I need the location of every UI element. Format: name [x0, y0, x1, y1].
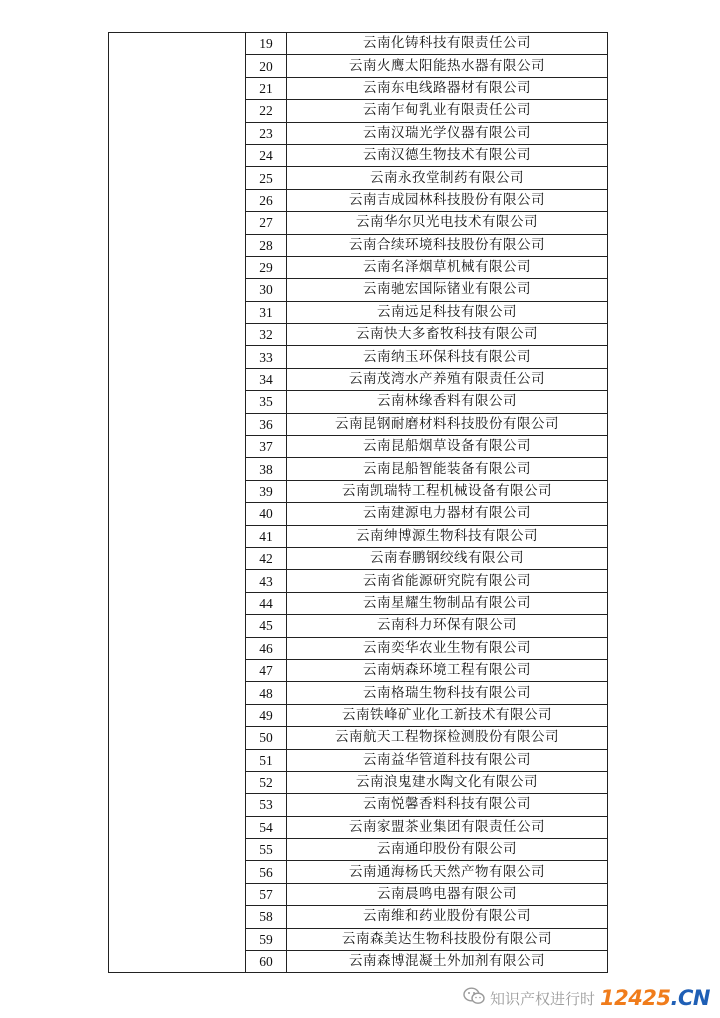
wechat-icon	[463, 987, 485, 1009]
row-number-cell: 41	[246, 525, 287, 547]
company-name-cell: 云南快大多畜牧科技有限公司	[287, 324, 608, 346]
category-cell	[109, 33, 246, 973]
row-number-cell: 50	[246, 727, 287, 749]
company-name-cell: 云南浪鬼建水陶文化有限公司	[287, 771, 608, 793]
row-number-cell: 31	[246, 301, 287, 323]
row-number-cell: 23	[246, 122, 287, 144]
company-name-cell: 云南绅博源生物科技有限公司	[287, 525, 608, 547]
company-name-cell: 云南茂湾水产养殖有限责任公司	[287, 368, 608, 390]
row-number-cell: 48	[246, 682, 287, 704]
table-body	[109, 33, 608, 973]
row-number-cell: 54	[246, 816, 287, 838]
row-number-cell: 32	[246, 324, 287, 346]
row-number-cell: 47	[246, 659, 287, 681]
watermark-site-domain: .CN	[670, 986, 710, 1010]
company-name-cell: 云南科力环保有限公司	[287, 615, 608, 637]
company-name-cell: 云南炳森环境工程有限公司	[287, 659, 608, 681]
company-name-cell: 云南吉成园林科技股份有限公司	[287, 189, 608, 211]
row-number-cell: 26	[246, 189, 287, 211]
row-number-cell: 42	[246, 547, 287, 569]
company-name-cell: 云南通海杨氏天然产物有限公司	[287, 861, 608, 883]
company-name-cell: 云南汉瑞光学仪器有限公司	[287, 122, 608, 144]
company-name-cell: 云南乍甸乳业有限责任公司	[287, 100, 608, 122]
row-number-cell: 46	[246, 637, 287, 659]
row-number-cell: 57	[246, 883, 287, 905]
row-number-cell: 33	[246, 346, 287, 368]
watermark	[463, 986, 710, 1010]
company-name-cell: 云南名泽烟草机械有限公司	[287, 256, 608, 278]
company-table	[108, 32, 608, 973]
company-name-cell: 云南铁峰矿业化工新技术有限公司	[287, 704, 608, 726]
row-number-cell: 29	[246, 256, 287, 278]
row-number-cell: 58	[246, 906, 287, 928]
row-number-cell: 34	[246, 368, 287, 390]
company-name-cell: 云南华尔贝光电技术有限公司	[287, 212, 608, 234]
row-number-cell: 38	[246, 458, 287, 480]
row-number-cell: 44	[246, 592, 287, 614]
company-name-cell: 云南昆船智能装备有限公司	[287, 458, 608, 480]
company-name-cell: 云南合续环境科技股份有限公司	[287, 234, 608, 256]
row-number-cell: 36	[246, 413, 287, 435]
company-name-cell: 云南益华管道科技有限公司	[287, 749, 608, 771]
row-number-cell: 27	[246, 212, 287, 234]
watermark-site	[600, 986, 710, 1010]
company-name-cell: 云南凯瑞特工程机械设备有限公司	[287, 480, 608, 502]
row-number-cell: 24	[246, 144, 287, 166]
row-number-cell: 55	[246, 839, 287, 861]
company-name-cell: 云南格瑞生物科技有限公司	[287, 682, 608, 704]
watermark-site-number: 12425	[599, 986, 671, 1010]
row-number-cell: 39	[246, 480, 287, 502]
row-number-cell: 30	[246, 279, 287, 301]
company-name-cell: 云南昆船烟草设备有限公司	[287, 436, 608, 458]
company-name-cell: 云南远足科技有限公司	[287, 301, 608, 323]
row-number-cell: 56	[246, 861, 287, 883]
company-name-cell: 云南奕华农业生物有限公司	[287, 637, 608, 659]
row-number-cell: 28	[246, 234, 287, 256]
row-number-cell: 35	[246, 391, 287, 413]
company-name-cell: 云南悦馨香料科技有限公司	[287, 794, 608, 816]
company-name-cell: 云南东电线路器材有限公司	[287, 77, 608, 99]
table-row	[109, 33, 608, 55]
watermark-account: 知识产权进行时	[489, 989, 595, 1008]
company-name-cell: 云南永孜堂制药有限公司	[287, 167, 608, 189]
company-name-cell: 云南春鹏钢绞线有限公司	[287, 547, 608, 569]
row-number-cell: 25	[246, 167, 287, 189]
company-name-cell: 云南建源电力器材有限公司	[287, 503, 608, 525]
company-name-cell: 云南化铸科技有限责任公司	[287, 33, 608, 55]
company-name-cell: 云南汉德生物技术有限公司	[287, 144, 608, 166]
row-number-cell: 53	[246, 794, 287, 816]
company-name-cell: 云南省能源研究院有限公司	[287, 570, 608, 592]
company-name-cell: 云南火鹰太阳能热水器有限公司	[287, 55, 608, 77]
company-name-cell: 云南家盟茶业集团有限责任公司	[287, 816, 608, 838]
row-number-cell: 60	[246, 951, 287, 973]
row-number-cell: 43	[246, 570, 287, 592]
company-name-cell: 云南维和药业股份有限公司	[287, 906, 608, 928]
company-name-cell: 云南纳玉环保科技有限公司	[287, 346, 608, 368]
company-name-cell: 云南星耀生物制品有限公司	[287, 592, 608, 614]
company-name-cell: 云南森美达生物科技股份有限公司	[287, 928, 608, 950]
row-number-cell: 45	[246, 615, 287, 637]
row-number-cell: 20	[246, 55, 287, 77]
company-name-cell: 云南通印股份有限公司	[287, 839, 608, 861]
company-name-cell: 云南林缘香料有限公司	[287, 391, 608, 413]
row-number-cell: 40	[246, 503, 287, 525]
row-number-cell: 19	[246, 33, 287, 55]
row-number-cell: 21	[246, 77, 287, 99]
row-number-cell: 52	[246, 771, 287, 793]
company-name-cell: 云南驰宏国际锗业有限公司	[287, 279, 608, 301]
company-name-cell: 云南晨鸣电器有限公司	[287, 883, 608, 905]
row-number-cell: 51	[246, 749, 287, 771]
company-name-cell: 云南航天工程物探检测股份有限公司	[287, 727, 608, 749]
row-number-cell: 37	[246, 436, 287, 458]
company-name-cell: 云南昆钢耐磨材料科技股份有限公司	[287, 413, 608, 435]
company-name-cell: 云南森博混凝土外加剂有限公司	[287, 951, 608, 973]
row-number-cell: 22	[246, 100, 287, 122]
row-number-cell: 59	[246, 928, 287, 950]
row-number-cell: 49	[246, 704, 287, 726]
